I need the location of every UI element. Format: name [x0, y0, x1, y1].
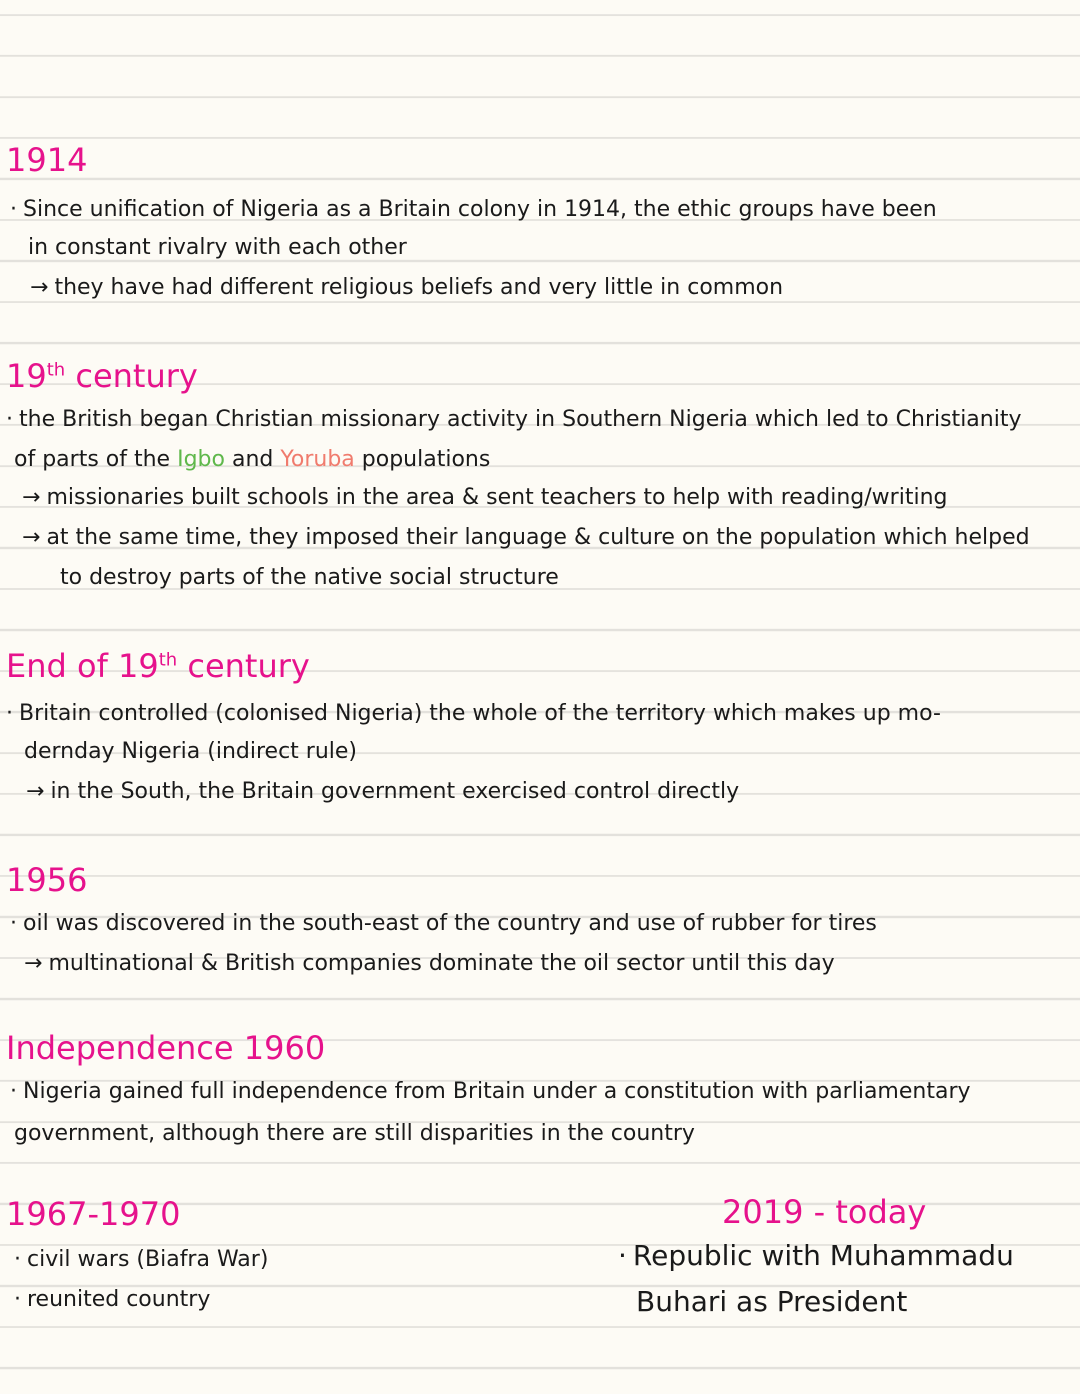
igbo-label: Igbo: [177, 447, 225, 472]
note-1956-line2: → multinational & British companies dominate the oil sector until this day: [24, 951, 835, 976]
note-1956-line1: · oil was discovered in the south-east of the country and use of rubber for tires: [10, 911, 877, 936]
note-1960-line1: · Nigeria gained full independence from Britain under a constitution with parliamentary: [10, 1079, 971, 1104]
note-end19c-line3: → in the South, the Britain government exercised control directly: [26, 779, 740, 804]
heading-independence-1960: Independence 1960: [6, 1029, 326, 1067]
note-19c-line1: · the British began Christian missionary activity in Southern Nigeria which led to Christianity: [6, 407, 1022, 432]
heading-end-19th-century: End of 19th century: [6, 647, 310, 685]
note-1967-line2: · reunited country: [14, 1287, 211, 1312]
note-1914-line1: · Since unification of Nigeria as a Britain colony in 1914, the ethic groups have been: [10, 197, 937, 222]
heading-2019-today: 2019 - today: [722, 1193, 927, 1231]
heading-1956: 1956: [6, 861, 88, 899]
heading-19th-century: 19th century: [6, 357, 198, 395]
heading-1967-1970: 1967-1970: [6, 1195, 181, 1233]
note-end19c-line1: · Britain controlled (colonised Nigeria) the whole of the territory which makes up mo-: [6, 701, 941, 726]
note-2019-line2: Buhari as President: [636, 1285, 908, 1318]
note-19c-line5: to destroy parts of the native social structure: [60, 565, 559, 590]
note-19c-line3: → missionaries built schools in the area & sent teachers to help with reading/writing: [22, 485, 948, 510]
note-2019-line1: · Republic with Muhammadu: [618, 1239, 1014, 1272]
note-19c-line4: → at the same time, they imposed their language & culture on the population which helped: [22, 525, 1030, 550]
note-1914-line2: in constant rivalry with each other: [28, 235, 407, 260]
yoruba-label: Yoruba: [280, 447, 355, 472]
note-1967-line1: · civil wars (Biafra War): [14, 1247, 269, 1272]
note-1960-line2: government, although there are still disparities in the country: [14, 1121, 695, 1146]
note-end19c-line2: dernday Nigeria (indirect rule): [24, 739, 358, 764]
heading-1914: 1914: [6, 141, 88, 179]
note-1914-line3: → they have had different religious beliefs and very little in common: [30, 275, 784, 300]
note-19c-line2: of parts of the Igbo and Yoruba populations: [14, 447, 491, 472]
